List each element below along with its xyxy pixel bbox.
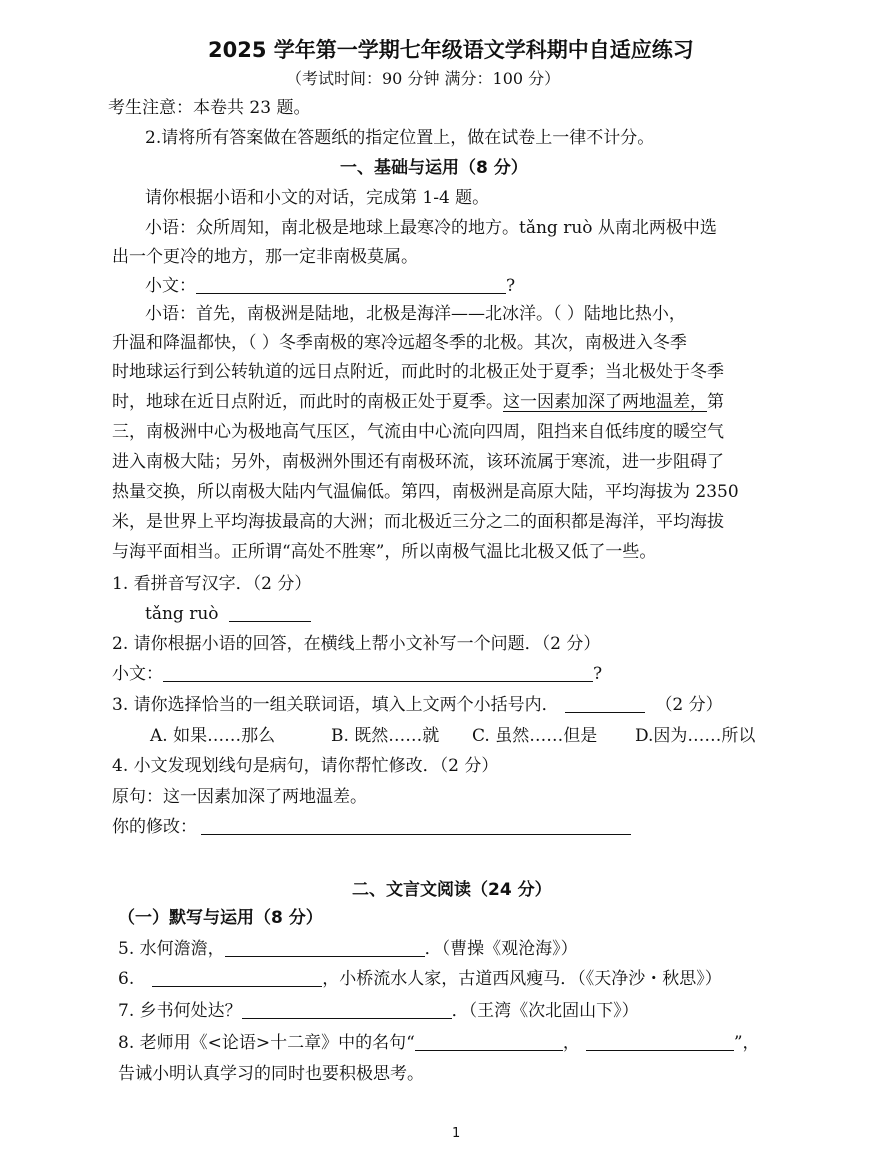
page-number: 1 [452,1126,461,1141]
question-6: 6. ，小桥流水人家，古道西风瘦马．（《天净沙・秋思》） [118,969,722,989]
revision-line: 你的修改： [112,815,631,839]
original-sentence: 原句：这一因素加深了两地温差。 [112,787,367,807]
dialog-line: 与海平面相当。正所谓“高处不胜寒”，所以南极气温比北极又低了一些。 [112,542,657,562]
answer-blank[interactable] [229,603,311,622]
answer-blank[interactable] [565,694,645,713]
question-3-option-b: B. 既然……就 [331,726,440,746]
question-5: 5. 水何澹澹， ．（曹操《观沧海》） [118,939,578,959]
question-1-answer-line: tǎng ruò [145,602,311,626]
notice-line-2: 2.请将所有答案做在答题纸的指定位置上，做在试卷上一律不计分。 [145,128,655,148]
section-1-heading: 一、基础与运用（8 分） [340,158,528,178]
answer-blank[interactable] [225,938,425,957]
dialog-line: 进入南极大陆；另外，南极洲外围还有南极环流，该环流属于寒流，进一步阻碍了 [112,452,724,472]
exam-info: （考试时间：90 分钟 满分：100 分） [286,69,561,88]
question-3: 3. 请你选择恰当的一组关联词语，填入上文两个小括号内． （2 分） [112,695,723,715]
page-title: 2025 学年第一学期七年级语文学科期中自适应练习 [208,38,694,62]
dialog-line: 时，地球在近日点附近，而此时的南极正处于夏季。这一因素加深了两地温差，第 [112,392,724,412]
question-2-answer-line: 小文： ? [112,664,603,684]
section-1-intro: 请你根据小语和小文的对话，完成第 1-4 题。 [145,188,490,208]
question-3-option-a: A. 如果……那么 [150,726,276,746]
answer-blank[interactable] [586,1032,734,1051]
section-2-heading: 二、文言文阅读（24 分） [352,880,552,900]
dialog-line: 小语：众所周知，南北极是地球上最寒冷的地方。tǎng ruò 从南北两极中选 [145,218,717,238]
underlined-sentence: 这一因素加深了两地温差， [503,392,707,412]
dialog-line: 小语：首先，南极洲是陆地，北极是海洋——北冰洋。（ ）陆地比热小， [145,304,686,324]
question-2: 2. 请你根据小语的回答，在横线上帮小文补写一个问题．（2 分） [112,634,601,654]
dialog-line: 三，南极洲中心为极地高气压区，气流由中心流向四周，阻挡来自低纬度的暖空气 [112,422,724,442]
answer-blank[interactable] [242,1000,452,1019]
question-3-option-c: C. 虽然……但是 [472,726,598,746]
answer-blank[interactable] [201,816,631,835]
dialog-line: 热量交换，所以南极大陆内气温偏低。第四，南极洲是高原大陆，平均海拔为 2350 [112,482,739,502]
answer-blank[interactable] [152,968,322,987]
question-8: 8. 老师用《<论语>十二章》中的名句“ ， ”， [118,1033,760,1053]
dialog-line: 升温和降温都快，（ ）冬季南极的寒冷远超冬季的北极。其次，南极进入冬季 [112,333,687,353]
dialog-line: 米，是世界上平均海拔最高的大洲；而北极近三分之二的面积都是海洋，平均海拔 [112,512,724,532]
question-1: 1. 看拼音写汉字．（2 分） [112,574,312,594]
subsection-1-heading: （一）默写与运用（8 分） [118,908,323,928]
answer-blank[interactable] [415,1032,563,1051]
question-4: 4. 小文发现划线句是病句，请你帮忙修改．（2 分） [112,756,499,776]
question-7: 7. 乡书何处达？ ．（王湾《次北固山下》） [118,1001,639,1021]
question-8-line-2: 告诫小明认真学习的同时也要积极思考。 [118,1064,424,1084]
answer-blank[interactable] [163,663,593,682]
dialog-line: 出一个更冷的地方，那一定非南极莫属。 [112,247,418,267]
xiaowen-question-line: 小文： ? [145,276,516,296]
question-3-option-d: D.因为……所以 [635,726,756,746]
dialog-line: 时地球运行到公转轨道的远日点附近，而此时的北极正处于夏季；当北极处于冬季 [112,362,724,382]
answer-blank[interactable] [196,275,506,294]
notice-line-1: 考生注意：本卷共 23 题。 [108,98,311,118]
